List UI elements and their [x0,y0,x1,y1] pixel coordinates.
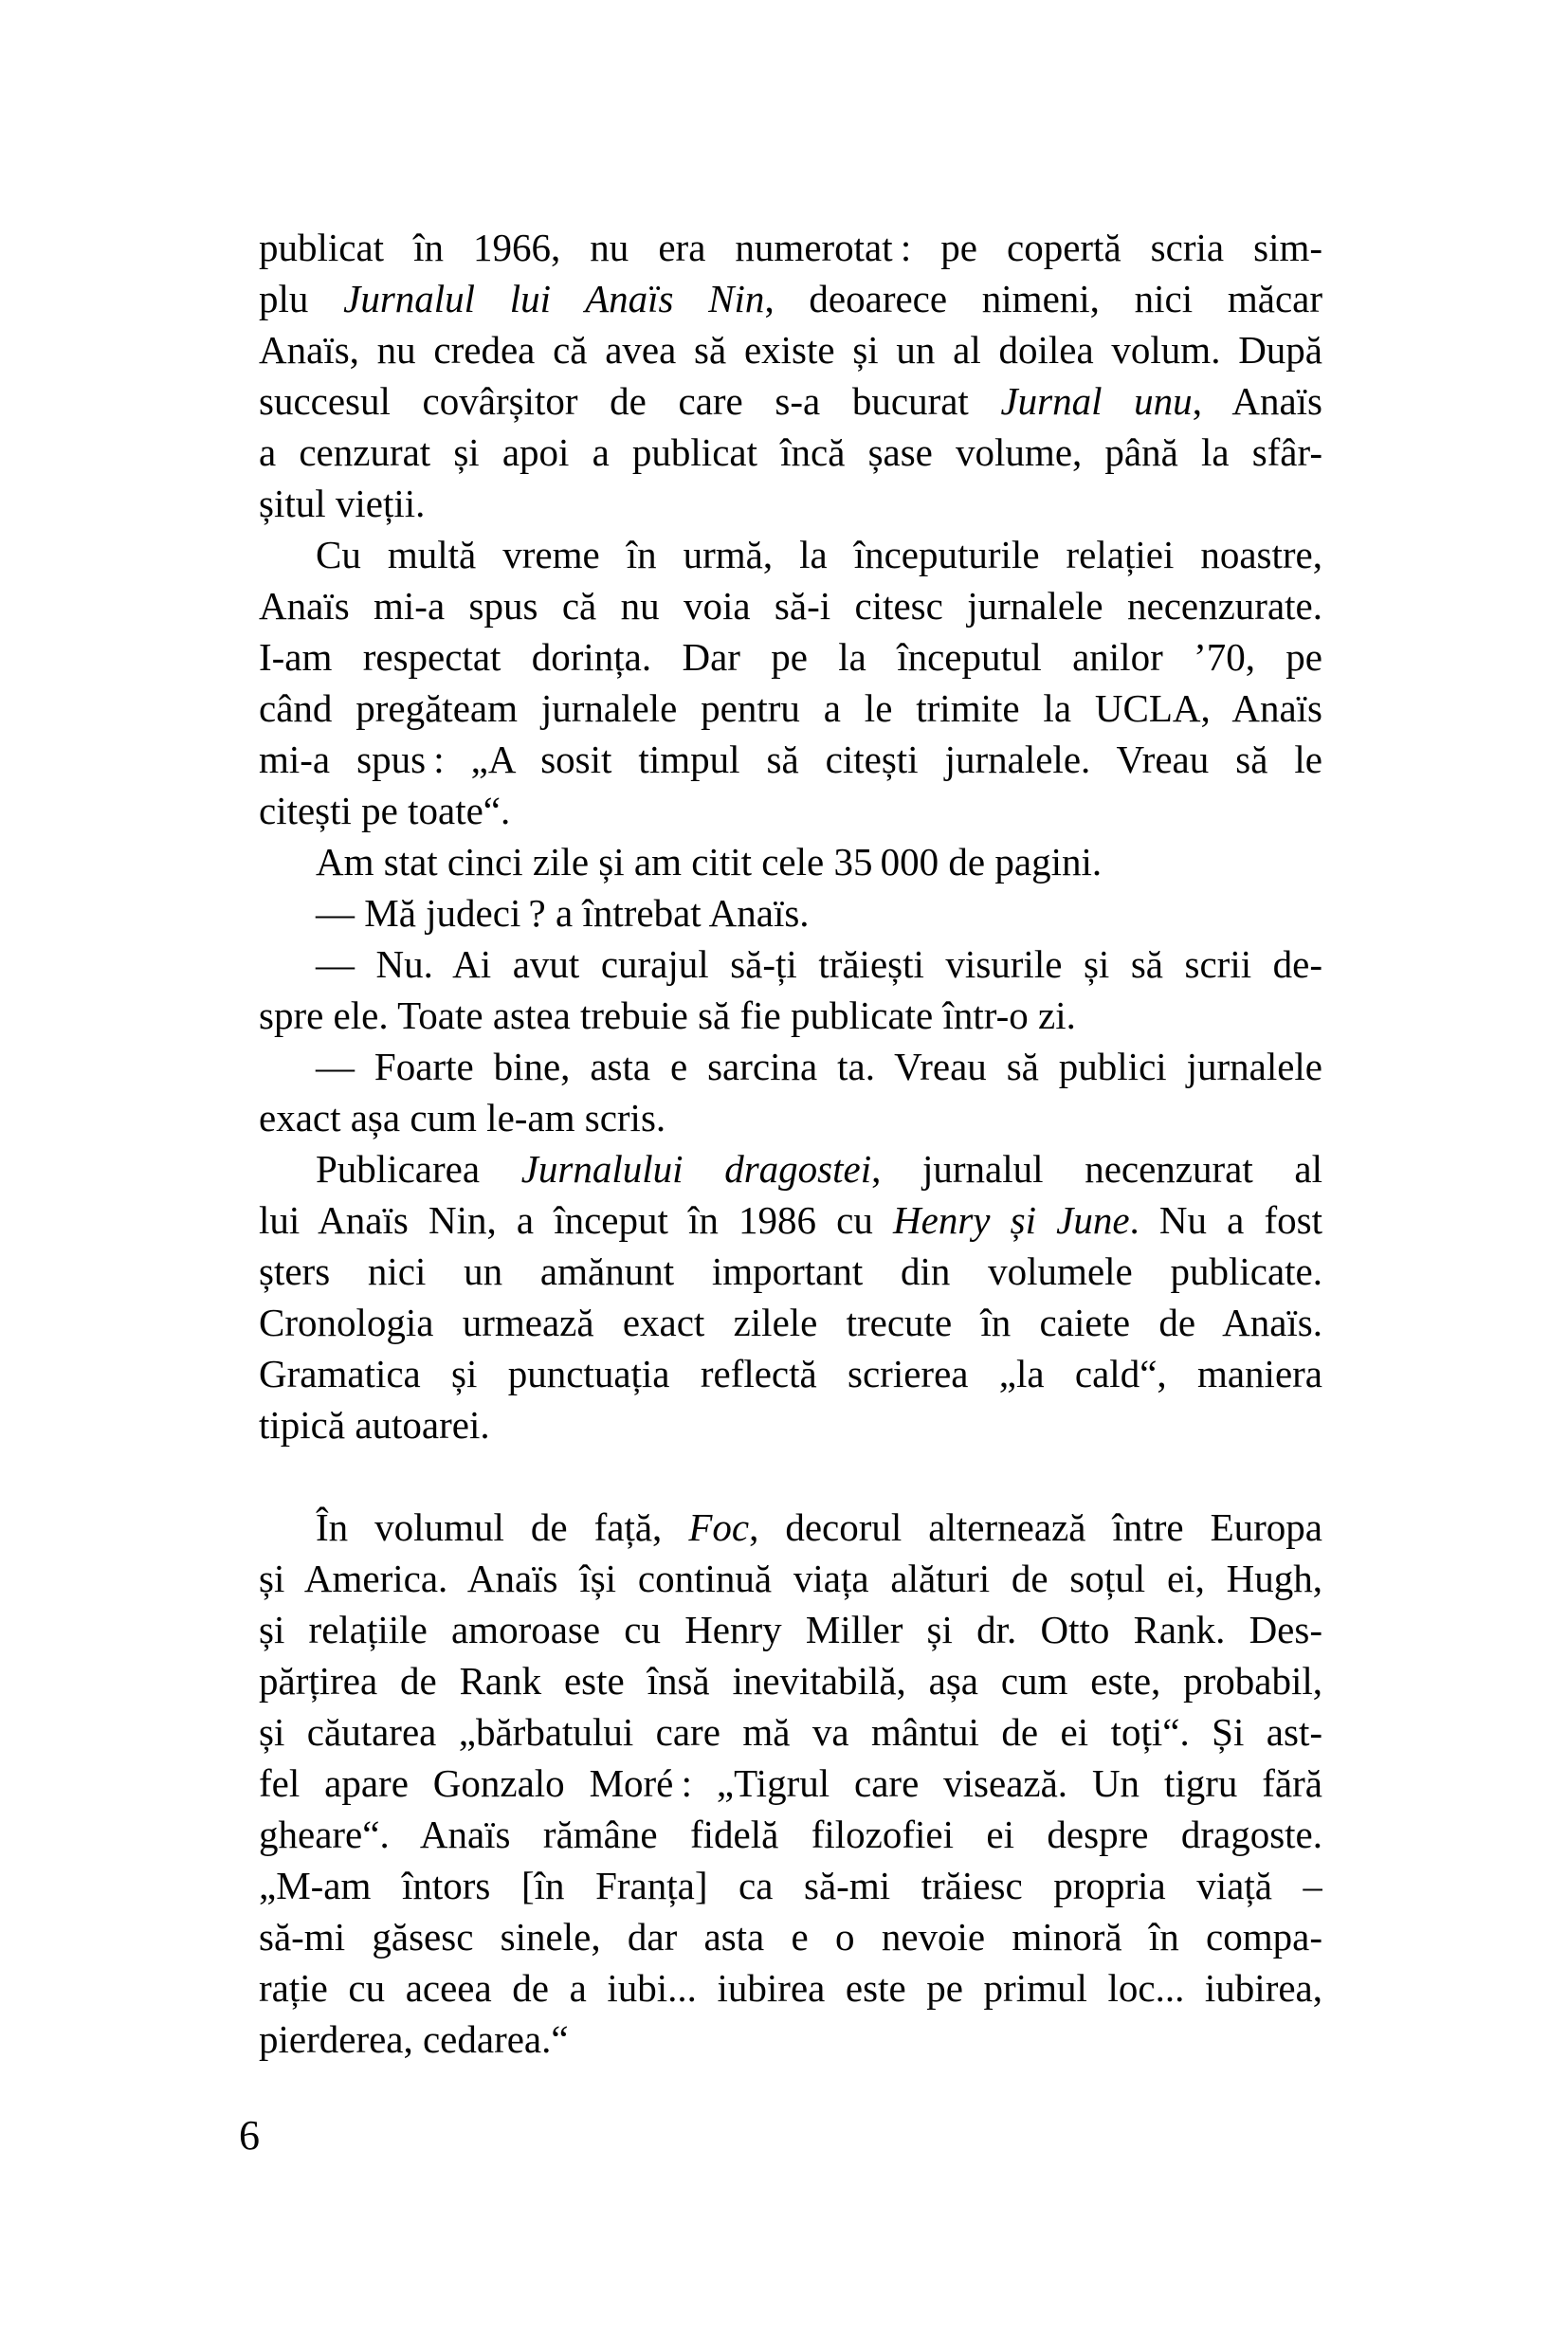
italic-text-run: Jurnal unu [1000,379,1193,423]
text-line [259,1399,1322,1450]
paragraph [259,222,1322,529]
text-run: Anaïs mi-a spus că nu voia să-i citesc jurnalele necenzurate. [259,584,1322,628]
text-line [259,375,1322,427]
paragraph [259,939,1322,1041]
text-run: exact așa cum le-am scris. [259,1096,666,1139]
text-line [259,939,1322,990]
page-number: 6 [239,2112,260,2159]
text-run: , Anaïs [1192,379,1322,423]
italic-text-run: Henry și June [893,1198,1130,1242]
text-run: și relațiile amoroase cu Henry Miller și dr. Otto Rank. Des- [259,1608,1322,1651]
text-line [259,427,1322,478]
text-line [259,580,1322,631]
text-line [259,529,1322,580]
text-run: șitul vieții. [259,482,426,525]
text-line [259,1911,1322,1962]
page-text [259,222,1322,2065]
text-run: Publicarea [316,1147,521,1191]
text-run: publicat în 1966, nu era numerotat : pe copertă scria sim- [259,226,1322,269]
italic-text-run: Foc [688,1505,750,1549]
text-run: lui Anaïs Nin, a început în 1986 cu [259,1198,894,1242]
text-run: spre ele. Toate astea trebuie să fie publicate într-o zi. [259,993,1076,1037]
text-run: În volumul de față, [316,1505,689,1549]
text-line [259,1143,1322,1194]
text-line [259,785,1322,836]
text-run: a cenzurat și apoi a publicat încă șase volume, până la sfâr- [259,430,1322,474]
text-run: citești pe toate“. [259,789,511,832]
text-run: pierderea, cedarea.“ [259,2017,569,2061]
text-line [259,990,1322,1041]
text-run: rație cu aceea de a iubi... iubirea este pe primul loc... iubirea, [259,1966,1322,2010]
paragraph [259,836,1322,887]
text-run: Am stat cinci zile și am citit cele 35 000 de pagini. [316,840,1103,884]
text-line [259,836,1322,887]
text-run: , decorul alternează între Europa [749,1505,1322,1549]
text-run: șters nici un amănunt important din volumele publicate. [259,1249,1322,1293]
text-run: plu [259,277,344,320]
text-line [259,1194,1322,1246]
text-line [259,1041,1322,1092]
text-run: , deoarece nimeni, nici măcar [764,277,1322,320]
text-run: Cu multă vreme în urmă, la începuturile relației noastre, [316,533,1322,576]
text-run: . Nu a fost [1129,1198,1322,1242]
text-line [259,2014,1322,2065]
text-run: mi-a spus : „A sosit timpul să citești jurnalele. Vreau să le [259,738,1322,781]
text-line [259,222,1322,273]
text-line [259,1246,1322,1297]
italic-text-run: Jurnalului dragostei [520,1147,872,1191]
text-line [259,1604,1322,1655]
text-run: succesul covârșitor de care s-a bucurat [259,379,1001,423]
italic-text-run: Jurnalul lui Anaïs Nin [343,277,765,320]
text-run: Gramatica și punctuația reflectă scrierea „la cald“, maniera [259,1352,1322,1395]
text-line [259,1348,1322,1399]
text-run: — Mă judeci ? a întrebat Anaïs. [316,891,810,935]
text-run: gheare“. Anaïs rămâne fidelă filozofiei ei despre dragoste. [259,1813,1322,1856]
text-line [259,1758,1322,1809]
text-line [259,1092,1322,1143]
text-line [259,273,1322,324]
paragraph [259,1143,1322,1450]
text-line [259,1962,1322,2014]
text-run: — Nu. Ai avut curajul să-ți trăiești visurile și să scrii de- [316,942,1322,986]
text-run: Cronologia urmează exact zilele trecute în caiete de Anaïs. [259,1301,1322,1344]
text-run: I-am respectat dorința. Dar pe la începutul anilor ’70, pe [259,635,1322,679]
text-line [259,324,1322,375]
text-run: — Foarte bine, asta e sarcina ta. Vreau să publici jurnalele [316,1045,1322,1088]
text-line [259,1655,1322,1706]
text-run: tipică autoarei. [259,1403,490,1447]
text-line [259,1706,1322,1758]
paragraph [259,1502,1322,2065]
text-run: și căutarea „bărbatului care mă va mântui de ei toți“. Și ast- [259,1710,1322,1754]
text-run: , jurnalul necenzurat al [871,1147,1322,1191]
text-run: Anaïs, nu credea că avea să existe și un al doilea volum. După [259,328,1322,372]
text-line [259,683,1322,734]
text-line [259,1553,1322,1604]
text-run: fel apare Gonzalo Moré : „Tigrul care visează. Un tigru fără [259,1761,1322,1805]
text-line [259,887,1322,939]
text-run: să-mi găsesc sinele, dar asta e o nevoie minoră în compa- [259,1915,1322,1959]
paragraph [259,529,1322,836]
text-line [259,734,1322,785]
text-line [259,1860,1322,1911]
text-line [259,1502,1322,1553]
text-run: când pregăteam jurnalele pentru a le trimite la UCLA, Anaïs [259,686,1322,730]
text-run: și America. Anaïs își continuă viața alături de soțul ei, Hugh, [259,1557,1322,1600]
paragraph [259,1041,1322,1143]
text-line [259,1809,1322,1860]
text-line [259,478,1322,529]
text-run: părțirea de Rank este însă inevitabilă, așa cum este, probabil, [259,1659,1322,1703]
text-line [259,631,1322,683]
paragraph [259,887,1322,939]
text-line [259,1297,1322,1348]
text-run: „M-am întors [în Franța] ca să-mi trăiesc propria viață – [259,1864,1322,1907]
